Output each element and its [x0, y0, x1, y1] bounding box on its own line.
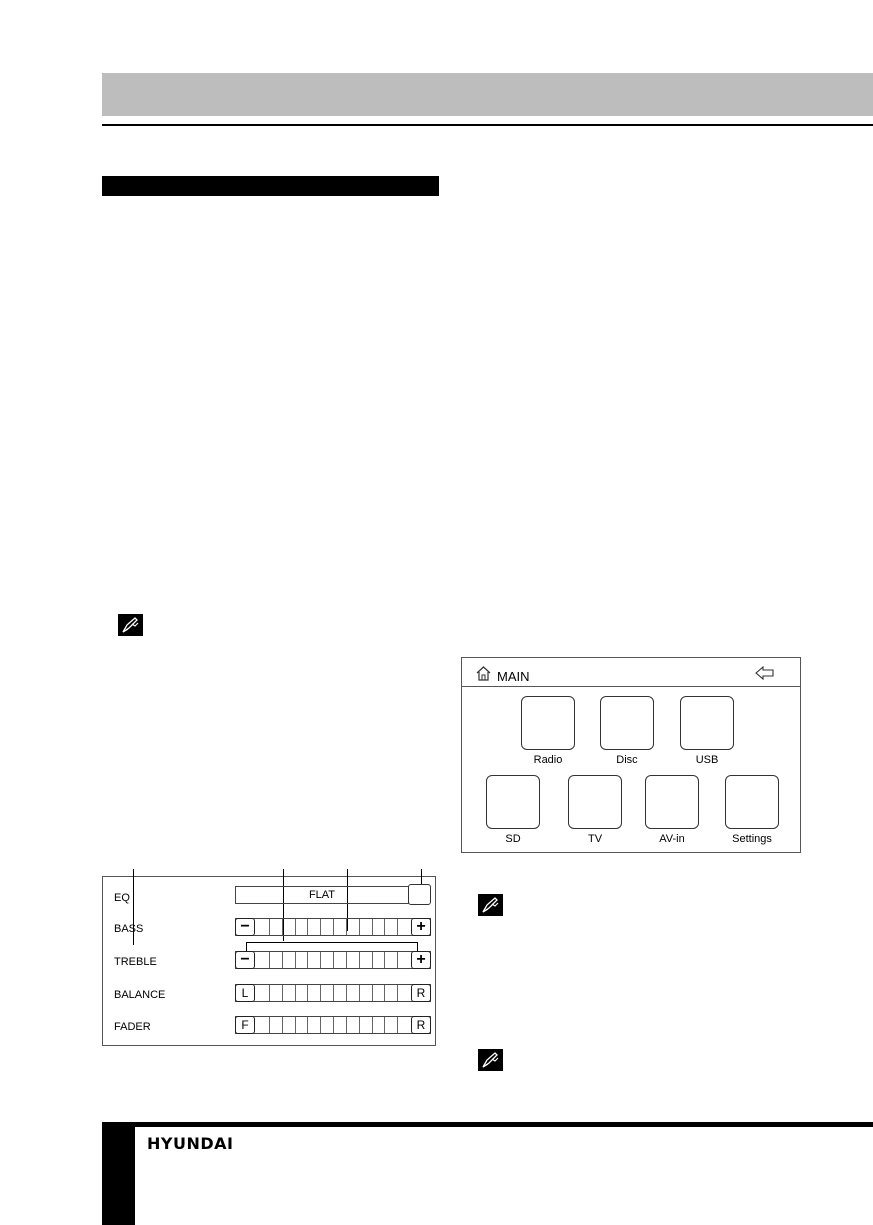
note-icon [118, 614, 143, 636]
header-band [102, 73, 873, 116]
main-menu-title: MAIN [497, 669, 530, 684]
slider-segment-divider [346, 919, 347, 935]
slider-segment-divider [320, 919, 321, 935]
slider-segment-divider [384, 952, 385, 968]
settings-tile[interactable] [725, 775, 779, 829]
main-menu-topbar [462, 658, 800, 687]
section-heading-bar [102, 176, 439, 196]
slider-segment-divider [346, 1017, 347, 1033]
balance-left-button[interactable]: L [235, 984, 255, 1002]
slider-segment-divider [359, 985, 360, 1001]
slider-segment-divider [372, 952, 373, 968]
callout-bracket [246, 942, 417, 943]
balance-label: BALANCE [114, 989, 166, 1001]
slider-segment-divider [384, 919, 385, 935]
slider-segment-divider [372, 1017, 373, 1033]
slider-segment-divider [307, 952, 308, 968]
slider-segment-divider [295, 952, 296, 968]
slider-segment-divider [397, 952, 398, 968]
home-icon[interactable] [475, 665, 492, 687]
slider-segment-divider [282, 919, 283, 935]
footer-page-block [102, 1122, 135, 1225]
fader-rear-button[interactable]: R [411, 1016, 431, 1034]
settings-tile-label: Settings [732, 833, 772, 845]
radio-tile[interactable] [521, 696, 575, 750]
slider-segment-divider [359, 952, 360, 968]
usb-tile-label: USB [695, 754, 719, 766]
disc-tile[interactable] [600, 696, 654, 750]
slider-segment-divider [307, 919, 308, 935]
slider-segment-divider [397, 985, 398, 1001]
slider-segment-divider [397, 1017, 398, 1033]
sd-tile[interactable] [486, 775, 540, 829]
callout-line [417, 942, 418, 951]
minus-icon: − [240, 918, 250, 935]
slider-segment-divider [333, 985, 334, 1001]
slider-segment-divider [346, 985, 347, 1001]
bass-minus-button[interactable] [235, 918, 255, 936]
treble-slider[interactable] [235, 951, 431, 969]
treble-label: TREBLE [114, 956, 157, 968]
sd-tile-label: SD [505, 833, 521, 845]
slider-segment-divider [372, 919, 373, 935]
footer-rule [102, 1122, 873, 1127]
eq-select-button[interactable] [408, 884, 431, 905]
plus-icon: + [416, 918, 426, 935]
treble-plus-button[interactable] [411, 951, 431, 969]
slider-segment-divider [397, 919, 398, 935]
hyundai-logo: HYUNDAI [147, 1134, 234, 1153]
av-in-tile-label: AV-in [659, 833, 685, 845]
bass-plus-button[interactable] [411, 918, 431, 936]
slider-segment-divider [359, 919, 360, 935]
back-arrow-icon[interactable] [755, 666, 775, 685]
slider-segment-divider [320, 952, 321, 968]
note-icon [478, 894, 503, 916]
slider-segment-divider [359, 1017, 360, 1033]
tv-tile[interactable] [568, 775, 622, 829]
balance-right-button[interactable]: R [411, 984, 431, 1002]
callout-line [421, 869, 422, 885]
slider-segment-divider [346, 952, 347, 968]
slider-segment-divider [269, 919, 270, 935]
slider-segment-divider [269, 1017, 270, 1033]
treble-minus-button[interactable] [235, 951, 255, 969]
slider-segment-divider [295, 985, 296, 1001]
slider-segment-divider [384, 1017, 385, 1033]
eq-label: EQ [114, 892, 130, 904]
note-icon [478, 1049, 503, 1071]
slider-segment-divider [269, 952, 270, 968]
slider-segment-divider [372, 985, 373, 1001]
bass-slider[interactable] [235, 918, 431, 936]
audio-settings-screen [102, 876, 436, 1046]
slider-segment-divider [282, 952, 283, 968]
balance-slider[interactable] [235, 984, 431, 1002]
slider-segment-divider [320, 985, 321, 1001]
slider-segment-divider [333, 952, 334, 968]
slider-segment-divider [282, 985, 283, 1001]
slider-segment-divider [295, 1017, 296, 1033]
tv-tile-label: TV [587, 833, 603, 845]
disc-tile-label: Disc [616, 754, 638, 766]
bass-label: BASS [114, 923, 144, 935]
slider-segment-divider [320, 1017, 321, 1033]
slider-segment-divider [333, 919, 334, 935]
slider-segment-divider [282, 1017, 283, 1033]
fader-front-button[interactable]: F [235, 1016, 255, 1034]
header-rule [102, 124, 873, 126]
main-menu-screen [461, 657, 801, 853]
slider-segment-divider [307, 985, 308, 1001]
slider-segment-divider [333, 1017, 334, 1033]
radio-tile-label: Radio [533, 754, 563, 766]
callout-line [246, 942, 247, 951]
fader-slider[interactable] [235, 1016, 431, 1034]
usb-tile[interactable] [680, 696, 734, 750]
slider-segment-divider [307, 1017, 308, 1033]
plus-icon: + [416, 951, 426, 968]
eq-preset-field[interactable]: FLAT [235, 886, 409, 904]
slider-segment-divider [295, 919, 296, 935]
av-in-tile[interactable] [645, 775, 699, 829]
slider-segment-divider [269, 985, 270, 1001]
fader-label: FADER [114, 1021, 151, 1033]
minus-icon: − [240, 951, 250, 968]
slider-segment-divider [384, 985, 385, 1001]
